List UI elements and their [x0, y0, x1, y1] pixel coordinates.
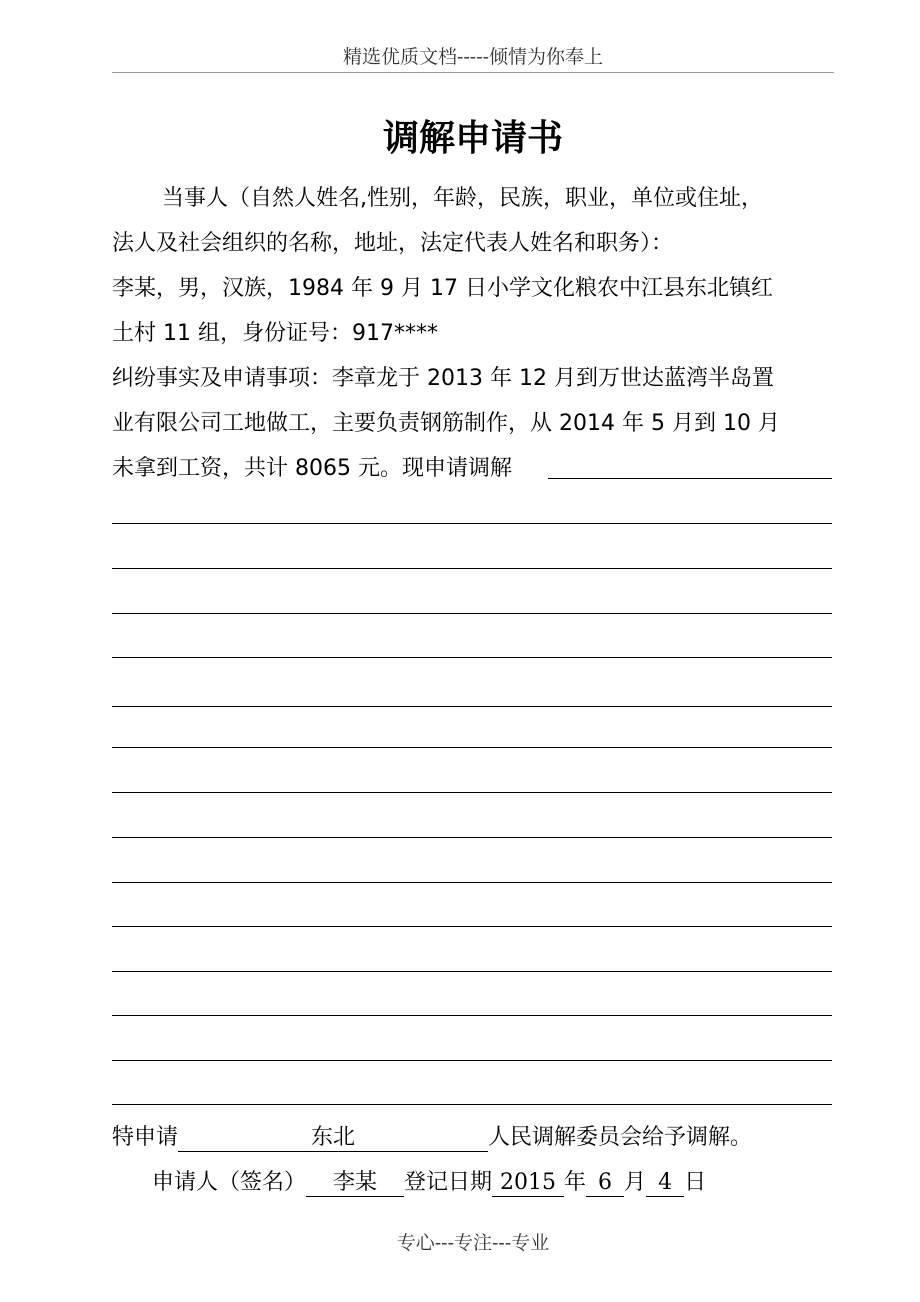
party-intro-line-2: 法人及社会组织的名称，地址，法定代表人姓名和职务）： [112, 231, 674, 256]
blank-rule [112, 706, 832, 707]
day-unit: 日 [684, 1170, 707, 1195]
committee-field[interactable] [178, 1125, 488, 1152]
header-rule [112, 72, 834, 73]
signature-line [152, 1168, 706, 1198]
dispute-line-3 [112, 454, 512, 484]
blank-rule [112, 1015, 832, 1016]
party-info-line-2: 土村 11 组，身份证号：917**** [112, 321, 438, 346]
signature-name-field[interactable] [306, 1170, 404, 1197]
request-suffix: 人民调解委员会给予调解。 [488, 1125, 753, 1150]
blank-rule [112, 792, 832, 793]
party-info-line-1: 李某，男，汉族，1984 年 9 月 17 日小学文化粮农中江县东北镇红 [112, 276, 773, 301]
month-value: 6 [598, 1170, 613, 1195]
blank-rule [112, 926, 832, 927]
date-label: 登记日期 [404, 1170, 493, 1195]
page-footer: 专心---专注---专业 [396, 1232, 550, 1254]
page-header: 精选优质文档-----倾情为你奉上 [342, 46, 604, 68]
blank-rule [112, 747, 832, 748]
blank-rule [112, 613, 832, 614]
month-unit: 月 [624, 1170, 647, 1195]
document-title: 调解申请书 [382, 118, 563, 159]
blank-rule [112, 971, 832, 972]
committee-name: 东北 [311, 1125, 356, 1150]
month-field[interactable] [586, 1170, 624, 1197]
blank-rule [112, 1060, 832, 1061]
blank-rule [112, 568, 832, 569]
blank-rule [112, 657, 832, 658]
request-prefix: 特申请 [112, 1125, 179, 1150]
signature-label: 申请人（签名） [152, 1170, 307, 1195]
dispute-line-1: 纠纷事实及申请事项：李章龙于 2013 年 12 月到万世达蓝湾半岛置 [112, 366, 774, 391]
blank-rule [112, 882, 832, 883]
year-field[interactable] [492, 1170, 564, 1197]
year-unit: 年 [564, 1170, 587, 1195]
dispute-line-2: 业有限公司工地做工，主要负责钢筋制作，从 2014 年 5 月到 10 月 [112, 411, 780, 436]
party-intro-line-1: 当事人（自然人姓名,性别，年龄，民族，职业，单位或住址， [162, 186, 763, 211]
blank-rule [112, 1104, 832, 1105]
dispute-line-3-text: 未拿到工资，共计 8065 元。现申请调解 [112, 456, 512, 481]
signature-name: 李某 [333, 1170, 378, 1195]
request-line [112, 1123, 752, 1153]
blank-rule [112, 523, 832, 524]
year-value: 2015 [500, 1170, 557, 1195]
day-value: 4 [658, 1170, 673, 1195]
day-field[interactable] [646, 1170, 684, 1197]
blank-rule [112, 837, 832, 838]
dispute-fill-rule [548, 478, 832, 479]
